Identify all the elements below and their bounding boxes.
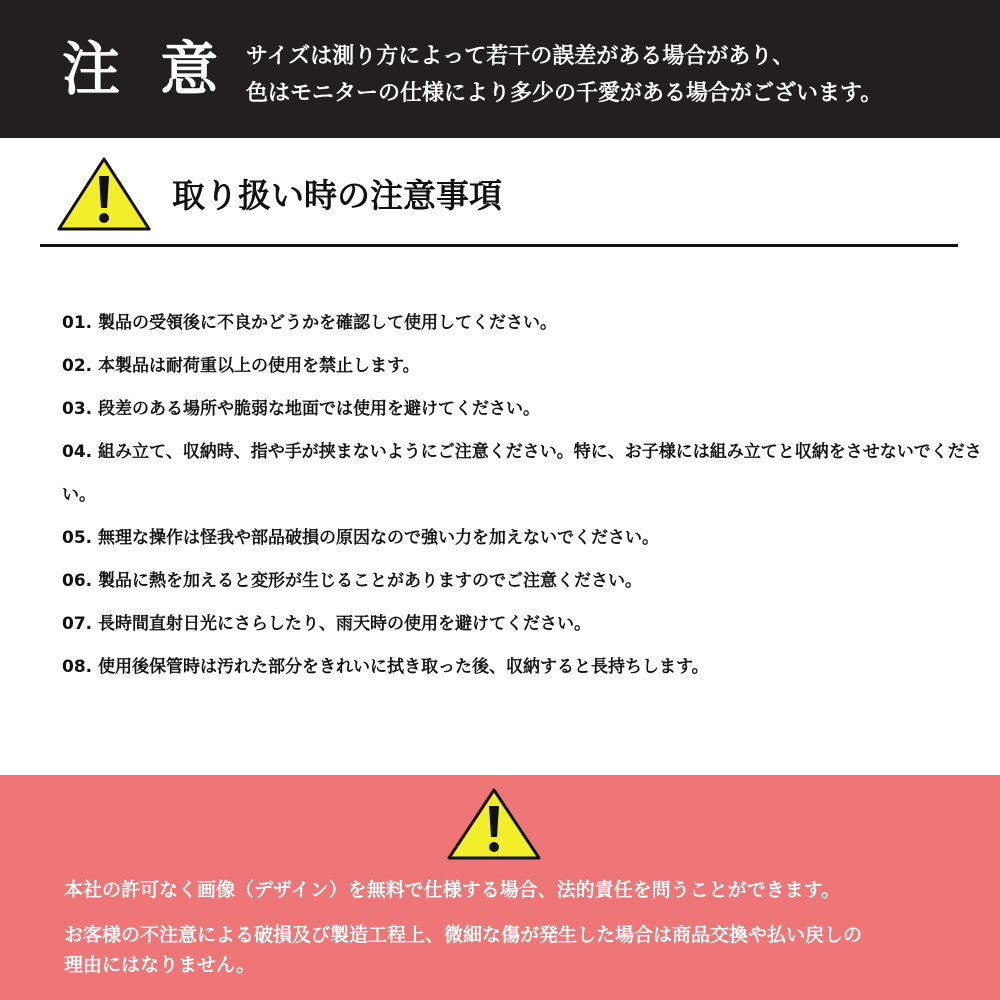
notice-line-1: サイズは測り方によって若干の誤差がある場合があり、 — [246, 44, 795, 69]
list-item: 06. 製品に熱を加えると変形が生じることがありますのでご注意ください。 — [62, 571, 643, 591]
disclaimer-line-3: 理由にはなりません。 — [64, 954, 256, 976]
list-item: 07. 長時間直射日光にさらしたり、雨天時の使用を避けてください。 — [62, 614, 592, 634]
list-item: 01. 製品の受領後に不良かどうかを確認して使用してください。 — [62, 313, 558, 333]
top-notice-banner — [0, 0, 1000, 138]
notice-text — [246, 38, 986, 112]
disclaimer-line-2: お客様の不注意による破損及び製造工程上、微細な傷が発生した場合は商品交換や払い戻しの — [64, 924, 863, 946]
warning-triangle-icon — [446, 787, 542, 861]
list-item: 08. 使用後保管時は汚れた部分をきれいに拭き取った後、収納すると長持ちします。 — [62, 657, 709, 677]
precautions-list — [62, 302, 982, 689]
notice-title: 注 意 — [62, 35, 229, 103]
section-title: 取り扱い時の注意事項 — [172, 176, 502, 215]
section-header — [40, 150, 958, 247]
notice-line-2: 色はモニターの仕様により多少の千愛がある場合がございます。 — [246, 81, 883, 106]
list-item: 05. 無理な操作は怪我や部品破損の原因なので強い力を加えないでください。 — [62, 528, 660, 548]
bottom-disclaimer-banner — [0, 775, 1000, 1000]
list-item: 03. 段差のある場所や脆弱な地面では使用を避けてください。 — [62, 399, 541, 419]
list-item: 04. 組み立て、収納時、指や手が挟まないようにご注意ください。特に、お子様には組み立てと収納をさせないでください。 — [62, 442, 982, 505]
disclaimer-line-1: 本社の許可なく画像（デザイン）を無料で仕様する場合、法的責任を問うことができます。 — [64, 879, 841, 901]
list-item: 02. 本製品は耐荷重以上の使用を禁止します。 — [62, 356, 420, 376]
warning-triangle-icon — [56, 156, 152, 232]
